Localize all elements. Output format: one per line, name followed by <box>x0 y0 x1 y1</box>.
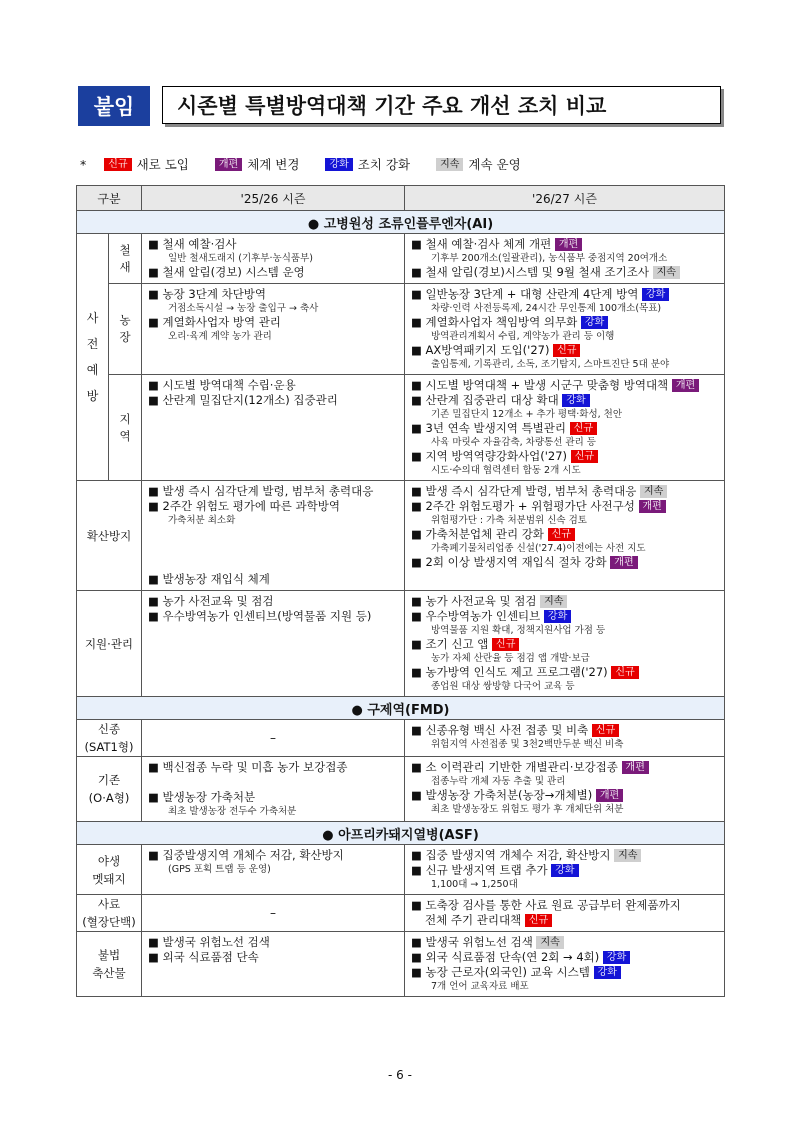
prev-cell <box>142 845 405 895</box>
subcategory-label: 농 장 <box>119 313 131 344</box>
subcategory-label: 지 역 <box>119 411 131 443</box>
badge-strengthened: 강화 <box>551 864 578 877</box>
bullet-text: ■ 농장 근로자(외국인) 교육 시스템 <box>411 965 590 979</box>
bullet-item <box>411 637 720 652</box>
next-cell <box>405 932 725 997</box>
detail-text: (GPS 포획 트랩 등 운영) <box>168 864 271 875</box>
legend-text: 계속 운영 <box>468 157 521 172</box>
detail-text: 최초 발생농장도 위험도 평가 후 개체단위 처분 <box>431 804 624 815</box>
bullet-item <box>411 237 720 252</box>
bullet-text: ■ 철새 예찰·검사 체계 개편 <box>411 237 552 251</box>
section-title-asf: ● 아프리카돼지열병(ASF) <box>77 822 725 845</box>
bullet-item <box>148 315 400 330</box>
legend-text: 체계 변경 <box>247 157 300 172</box>
bullet-text: ■ 시도별 방역대책 + 발생 시군구 맞춤형 방역대책 <box>411 378 669 392</box>
badge-new: 신규 <box>611 666 638 679</box>
page-title: 시존별 특별방역대책 기간 주요 개선 조치 비교 <box>162 86 721 124</box>
bullet-text: ■ 농가 사전교육 및 점검 <box>148 594 274 608</box>
detail-text: 위험지역 사전접종 및 3천2백만두분 백신 비축 <box>431 739 624 750</box>
prev-cell <box>142 757 405 822</box>
bullet-text: ■ 발생농장 가축처분(농장→개체별) <box>411 788 593 802</box>
badge-new: 신규 <box>592 724 619 737</box>
category-existing <box>77 757 142 822</box>
spacer <box>148 542 400 557</box>
spacer <box>148 557 400 572</box>
bullet-item <box>411 788 720 803</box>
bullet-item <box>411 393 720 408</box>
badge-revised: 개편 <box>622 761 649 774</box>
bullet-text: ■ 신규 발생지역 트랩 추가 <box>411 863 548 877</box>
bullet-text: ■ 산란계 집중관리 대상 확대 <box>411 393 559 407</box>
prev-cell <box>142 234 405 284</box>
badge-continued: 지속 <box>436 158 463 171</box>
detail-text: 차량·인력 사전등록제, 24시간 무인통제 100개소(목표) <box>431 303 662 314</box>
bullet-text: ■ 발생농장 재입식 체계 <box>148 572 270 586</box>
bullet-item <box>148 572 400 587</box>
bullet-text: ■ 신종유형 백신 사전 접종 및 비축 <box>411 723 589 737</box>
spacer <box>148 775 400 790</box>
bullet-text: ■ 농가방역 인식도 제고 프로그램('27) <box>411 665 608 679</box>
comparison-table <box>76 185 725 997</box>
category-illegal-products <box>77 932 142 997</box>
legend-item-continued <box>436 155 521 173</box>
bullet-text: ■ 계열화사업자 책임방역 의무화 <box>411 315 578 329</box>
bullet-item <box>411 913 720 928</box>
detail-text: 일반 철새도래지 (기후부·농식품부) <box>168 253 313 264</box>
badge-strengthened: 강화 <box>594 966 621 979</box>
bullet-item <box>411 665 720 680</box>
table-header-row <box>77 186 725 211</box>
badge-new: 신규 <box>104 158 131 171</box>
badge-continued: 지속 <box>536 936 563 949</box>
bullet-text: ■ 집중 발생지역 개체수 저감, 확산방지 <box>411 848 611 862</box>
badge-continued: 지속 <box>614 849 641 862</box>
bullet-item <box>411 499 720 514</box>
bullet-text: ■ 철새 알림(경보) 시스템 운영 <box>148 265 305 279</box>
next-cell <box>405 720 725 757</box>
detail-text: 1,100대 → 1,250대 <box>431 879 518 890</box>
table-row <box>77 481 725 591</box>
bullet-item <box>411 449 720 464</box>
bullet-text: ■ 지역 방역역량강화사업('27) <box>411 449 568 463</box>
bullet-text: ■ 집중발생지역 개체수 저감, 확산방지 <box>148 848 344 862</box>
table-row <box>77 845 725 895</box>
section-row-ai <box>77 211 725 234</box>
bullet-text: ■ 발생 즉시 심각단계 발령, 범부처 총력대응 <box>411 484 637 498</box>
bullet-item <box>411 378 720 393</box>
category-feed <box>77 895 142 932</box>
category-prevention <box>77 234 109 481</box>
bullet-item <box>148 848 400 863</box>
bullet-item <box>411 484 720 499</box>
next-cell <box>405 284 725 375</box>
prev-cell-empty: – <box>142 895 405 932</box>
badge-new: 신규 <box>492 638 519 651</box>
table-row <box>77 895 725 932</box>
bullet-item <box>411 527 720 542</box>
bullet-text: ■ 시도별 방역대책 수립·운용 <box>148 378 296 392</box>
header-next-season: '26/27 시즌 <box>405 186 725 211</box>
bullet-text: ■ 가축처분업체 관리 강화 <box>411 527 544 541</box>
bullet-item <box>411 898 720 913</box>
detail-text: 위험평가단 : 가축 처분범위 신속 검토 <box>431 515 587 526</box>
bullet-item <box>411 287 720 302</box>
spacer <box>148 527 400 542</box>
category-label: 기존 <box>97 773 121 787</box>
section-title-fmd: ● 구제역(FMD) <box>77 697 725 720</box>
bullet-text: ■ 2회 이상 발생지역 재입식 절차 강화 <box>411 555 607 569</box>
badge-continued: 지속 <box>640 485 667 498</box>
table-row <box>77 591 725 697</box>
detail-text: 농가 자체 산란율 등 점검 앱 개발·보급 <box>431 653 590 664</box>
detail-text: 가축처분 최소화 <box>168 515 236 526</box>
subcategory-farm <box>109 284 142 375</box>
legend-item-revised <box>215 155 300 173</box>
bullet-text: ■ 농장 3단계 차단방역 <box>148 287 267 301</box>
category-label-sub: (SAT1형) <box>84 740 134 754</box>
table-row <box>77 757 725 822</box>
badge-revised: 개편 <box>672 379 699 392</box>
bullet-text: ■ 소 이력관리 기반한 개별관리·보강접종 <box>411 760 618 774</box>
category-label-sub: (혈장단백) <box>82 915 136 929</box>
category-label: 야생 <box>97 853 121 868</box>
category-label-sub: 축산물 <box>92 966 126 980</box>
category-label: 사 전 예 방 <box>86 311 99 403</box>
badge-strengthened: 강화 <box>562 394 589 407</box>
bullet-text: ■ 발생국 위험노선 검색 <box>148 935 270 949</box>
bullet-item <box>411 863 720 878</box>
bullet-item <box>148 484 400 499</box>
badge-revised: 개편 <box>555 238 582 251</box>
badge-new: 신규 <box>553 344 580 357</box>
table-row <box>77 720 725 757</box>
bullet-item <box>411 421 720 436</box>
category-label: 신종 <box>97 722 121 736</box>
badge-continued: 지속 <box>653 266 680 279</box>
bullet-item <box>411 965 720 980</box>
legend-prefix: * <box>80 156 87 172</box>
badge-new: 신규 <box>525 914 552 927</box>
bullet-text: ■ 우수방역농가 인센티브(방역물품 지원 등) <box>148 609 372 623</box>
next-cell <box>405 845 725 895</box>
bullet-text: ■ 외국 식료품점 단속 <box>148 950 259 964</box>
bullet-item <box>411 950 720 965</box>
section-row-fmd <box>77 697 725 720</box>
bullet-text: ■ AX방역패키지 도입('27) <box>411 343 550 357</box>
legend-item-strengthened <box>325 155 410 173</box>
detail-text: 출입통제, 기록관리, 소독, 조기탐지, 스마트진단 5대 분야 <box>431 359 670 370</box>
bullet-text: ■ 조기 신고 앱 <box>411 637 489 651</box>
table-row <box>77 375 725 481</box>
legend-text: 조치 강화 <box>357 157 411 172</box>
bullet-text: ■ 외국 식료품점 단속(연 2회 → 4회) <box>411 950 600 964</box>
table-row <box>77 284 725 375</box>
bullet-text: ■ 계열화사업자 방역 관리 <box>148 315 281 329</box>
bullet-text: ■ 도축장 검사를 통한 사료 원료 공급부터 완제품까지 <box>411 898 681 912</box>
section-row-asf <box>77 822 725 845</box>
prev-cell <box>142 591 405 697</box>
bullet-text: ■ 철새 알림(경보)시스템 및 9월 철새 조기조사 <box>411 265 649 279</box>
page-number: - 6 - <box>388 1068 412 1082</box>
subcategory-region <box>109 375 142 481</box>
bullet-item <box>411 343 720 358</box>
bullet-text: ■ 발생농장 가축처분 <box>148 790 256 804</box>
category-label-sub: 멧돼지 <box>92 871 126 886</box>
next-cell <box>405 481 725 591</box>
badge-revised: 개편 <box>639 500 666 513</box>
bullet-item <box>411 609 720 624</box>
bullet-item <box>148 393 400 408</box>
badge-revised: 개편 <box>596 789 623 802</box>
legend-text: 새로 도입 <box>136 157 189 172</box>
bullet-item <box>148 287 400 302</box>
bullet-text: 전체 주기 관리대책 <box>425 913 522 927</box>
subcategory-label: 철 새 <box>119 242 131 274</box>
bullet-item <box>148 265 400 280</box>
badge-strengthened: 강화 <box>642 288 669 301</box>
bullet-text: ■ 발생 즉시 심각단계 발령, 범부처 총력대응 <box>148 484 374 498</box>
detail-text: 오리·육계 계약 농가 관리 <box>168 331 272 342</box>
bullet-text: ■ 일반농장 3단계 + 대형 산란계 4단계 방역 <box>411 287 639 301</box>
bullet-text: ■ 농가 사전교육 및 점검 <box>411 594 537 608</box>
bullet-text: ■ 산란계 밀집단지(12개소) 집중관리 <box>148 393 338 407</box>
detail-text: 접종누락 개체 자동 추출 및 관리 <box>431 776 566 787</box>
bullet-item <box>148 760 400 775</box>
subcategory-migratory <box>109 234 142 284</box>
detail-text: 종업원 대상 쌍방향 다국어 교육 등 <box>431 681 575 692</box>
next-cell <box>405 234 725 284</box>
detail-text: 방역물품 지원 확대, 정책지원사업 가점 등 <box>431 625 606 636</box>
category-label-sub: (O·A형) <box>88 791 130 805</box>
bullet-item <box>148 935 400 950</box>
detail-text: 방역관리계획서 수립, 계약농가 관리 등 이행 <box>431 331 615 342</box>
prev-cell <box>142 375 405 481</box>
bullet-item <box>148 237 400 252</box>
bullet-item <box>411 594 720 609</box>
next-cell <box>405 895 725 932</box>
prev-cell-empty: – <box>142 720 405 757</box>
detail-text: 사육 마릿수 자율감축, 차량통선 관리 등 <box>431 437 596 448</box>
next-cell <box>405 375 725 481</box>
bullet-item <box>148 790 400 805</box>
bullet-text: ■ 3년 연속 발생지역 특별관리 <box>411 421 567 435</box>
bullet-item <box>148 950 400 965</box>
attachment-tag: 붙임 <box>78 86 150 126</box>
bullet-text: ■ 백신접종 누락 및 미흡 농가 보강접종 <box>148 760 348 774</box>
bullet-text: ■ 2주간 위험도 평가에 따른 과학방역 <box>148 499 340 513</box>
detail-text: 가축폐기물처리업종 신설('27.4)이전에는 사전 지도 <box>431 543 646 554</box>
document-header <box>78 86 723 126</box>
bullet-item <box>411 265 720 280</box>
bullet-item <box>148 609 400 624</box>
category-label: 불법 <box>97 948 121 962</box>
detail-text: 최초 발생농장 전두수 가축처분 <box>168 806 297 817</box>
bullet-item <box>411 760 720 775</box>
category-label: 사료 <box>97 897 121 911</box>
detail-text: 기존 밀집단지 12개소 + 추가 평택·화성, 천안 <box>431 409 623 420</box>
bullet-item <box>148 594 400 609</box>
category-new-type <box>77 720 142 757</box>
badge-strengthened: 강화 <box>325 158 352 171</box>
category-support: 지원·관리 <box>77 591 142 697</box>
bullet-text: ■ 우수방역농가 인센티브 <box>411 609 541 623</box>
bullet-text: ■ 2주간 위험도평가 + 위험평가단 사전구성 <box>411 499 635 513</box>
prev-cell <box>142 284 405 375</box>
bullet-text: ■ 철새 예찰·검사 <box>148 237 237 251</box>
legend-item-new <box>104 155 189 173</box>
bullet-item <box>411 935 720 950</box>
detail-text: 7개 언어 교육자료 배포 <box>431 981 529 992</box>
bullet-item <box>148 499 400 514</box>
prev-cell <box>142 481 405 591</box>
category-spread: 확산방지 <box>77 481 142 591</box>
bullet-item <box>411 315 720 330</box>
badge-new: 신규 <box>571 450 598 463</box>
detail-text: 거점소독시설 → 농장 출입구 → 축사 <box>168 303 319 314</box>
header-prev-season: '25/26 시즌 <box>142 186 405 211</box>
bullet-item <box>148 378 400 393</box>
bullet-text: ■ 발생국 위험노선 검색 <box>411 935 533 949</box>
legend <box>80 155 541 173</box>
bullet-item <box>411 723 720 738</box>
detail-text: 시도·수의대 협력센터 합동 2개 시도 <box>431 465 581 476</box>
table-row <box>77 234 725 284</box>
detail-text: 기후부 200개소(일괄관리), 농식품부 중점지역 20여개소 <box>431 253 668 264</box>
badge-strengthened: 강화 <box>581 316 608 329</box>
badge-revised: 개편 <box>215 158 242 171</box>
next-cell <box>405 757 725 822</box>
bullet-item <box>411 848 720 863</box>
prev-cell <box>142 932 405 997</box>
next-cell <box>405 591 725 697</box>
category-wild-boar <box>77 845 142 895</box>
badge-strengthened: 강화 <box>544 610 571 623</box>
badge-new: 신규 <box>570 422 597 435</box>
badge-revised: 개편 <box>610 556 637 569</box>
header-category: 구분 <box>77 186 142 211</box>
table-row <box>77 932 725 997</box>
badge-strengthened: 강화 <box>603 951 630 964</box>
badge-continued: 지속 <box>540 595 567 608</box>
bullet-item <box>411 555 720 570</box>
section-title-ai: ● 고병원성 조류인플루엔자(AI) <box>77 211 725 234</box>
badge-new: 신규 <box>548 528 575 541</box>
